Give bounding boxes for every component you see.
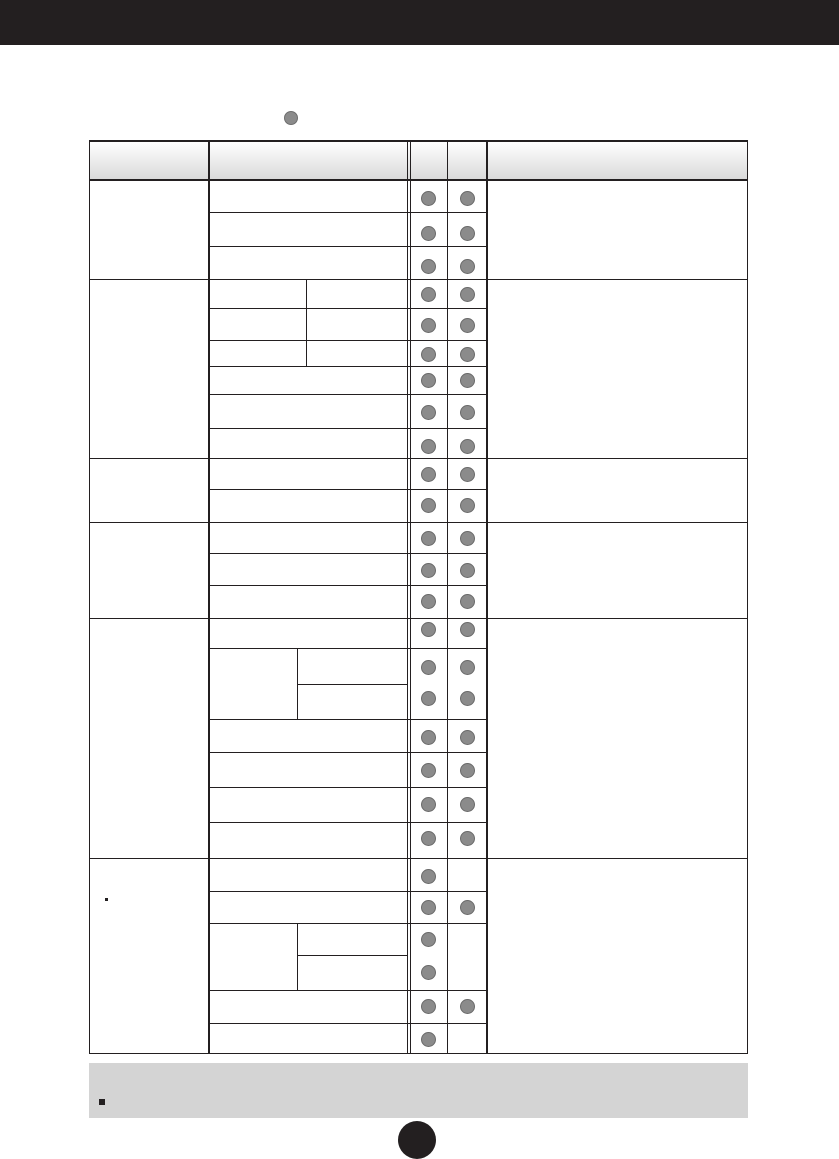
availability-dot-icon [460, 191, 475, 206]
availability-dot-icon [421, 287, 436, 302]
availability-dot-icon [460, 999, 475, 1014]
availability-dot-icon [460, 831, 475, 846]
group-rule [89, 458, 748, 459]
row-rule [210, 394, 486, 395]
availability-dot-icon [421, 259, 436, 274]
row-rule [210, 719, 486, 720]
availability-dot-icon [460, 439, 475, 454]
availability-dot-icon [421, 347, 436, 362]
availability-dot-icon [460, 373, 475, 388]
note-bullet-icon [99, 1099, 105, 1105]
row-rule [210, 489, 486, 490]
column-rule [447, 140, 448, 1054]
availability-dot-icon [421, 226, 436, 241]
table-border-right [747, 140, 748, 1054]
row-rule [210, 1023, 486, 1024]
row-rule [210, 428, 486, 429]
availability-dot-icon [460, 691, 475, 706]
row-rule [210, 246, 486, 247]
availability-dot-icon [421, 594, 436, 609]
availability-dot-icon [421, 439, 436, 454]
availability-dot-icon [421, 531, 436, 546]
page-number-circle [398, 1121, 436, 1159]
availability-dot-icon [460, 226, 475, 241]
availability-dot-icon [460, 660, 475, 675]
availability-dot-icon [421, 797, 436, 812]
row-rule [210, 787, 486, 788]
note-box [89, 1063, 748, 1118]
row-rule [210, 891, 486, 892]
availability-dot-icon [421, 563, 436, 578]
column-rule [410, 140, 411, 1054]
availability-dot-icon [421, 965, 436, 980]
row-rule [210, 553, 486, 554]
availability-dot-icon [421, 660, 436, 675]
row-rule [297, 955, 407, 956]
availability-dot-icon [421, 405, 436, 420]
availability-dot-icon [460, 467, 475, 482]
availability-dot-icon [460, 259, 475, 274]
column-rule [407, 140, 408, 1054]
availability-dot-icon [421, 900, 436, 915]
availability-dot-icon [421, 730, 436, 745]
availability-dot-icon [460, 498, 475, 513]
availability-dot-icon [460, 730, 475, 745]
row-rule [210, 212, 486, 213]
availability-dot-icon [421, 318, 436, 333]
availability-dot-icon [460, 797, 475, 812]
availability-dot-icon [460, 318, 475, 333]
row-rule [210, 308, 486, 309]
group-rule [89, 522, 748, 523]
row-rule [210, 990, 486, 991]
table-header-rule [89, 179, 748, 181]
availability-dot-icon [421, 999, 436, 1014]
availability-dot-icon [421, 691, 436, 706]
availability-dot-icon [460, 594, 475, 609]
row-rule [210, 340, 486, 341]
availability-dot-icon [421, 1032, 436, 1047]
availability-dot-icon [421, 763, 436, 778]
availability-dot-icon [421, 869, 436, 884]
row-rule [297, 684, 407, 685]
availability-dot-icon [460, 622, 475, 637]
availability-dot-icon [460, 763, 475, 778]
group-rule [89, 279, 748, 280]
availability-dot-icon [460, 347, 475, 362]
sub-column-rule [306, 279, 307, 367]
row-rule [210, 923, 486, 924]
group-rule [89, 858, 748, 859]
availability-dot-icon [421, 191, 436, 206]
row-rule [210, 822, 486, 823]
availability-dot-icon [421, 932, 436, 947]
column-rule [208, 140, 210, 1054]
small-bullet-icon [105, 898, 108, 901]
table-border-top [89, 140, 748, 142]
availability-dot-icon [421, 622, 436, 637]
availability-dot-icon [460, 900, 475, 915]
row-rule [210, 366, 486, 367]
availability-dot-icon [421, 373, 436, 388]
legend-dot-icon [284, 111, 298, 125]
table-border-bottom [89, 1053, 748, 1054]
table-border-left [89, 140, 90, 1054]
group-rule [89, 618, 748, 619]
availability-dot-icon [460, 563, 475, 578]
header-bar [0, 0, 839, 45]
row-rule [210, 585, 486, 586]
column-rule [486, 140, 488, 1054]
row-rule [210, 752, 486, 753]
availability-dot-icon [421, 831, 436, 846]
availability-dot-icon [421, 467, 436, 482]
availability-dot-icon [421, 498, 436, 513]
row-rule [210, 648, 486, 649]
availability-dot-icon [460, 287, 475, 302]
availability-dot-icon [460, 405, 475, 420]
table-header [90, 141, 747, 180]
availability-dot-icon [460, 531, 475, 546]
sub-column-rule [297, 923, 298, 991]
